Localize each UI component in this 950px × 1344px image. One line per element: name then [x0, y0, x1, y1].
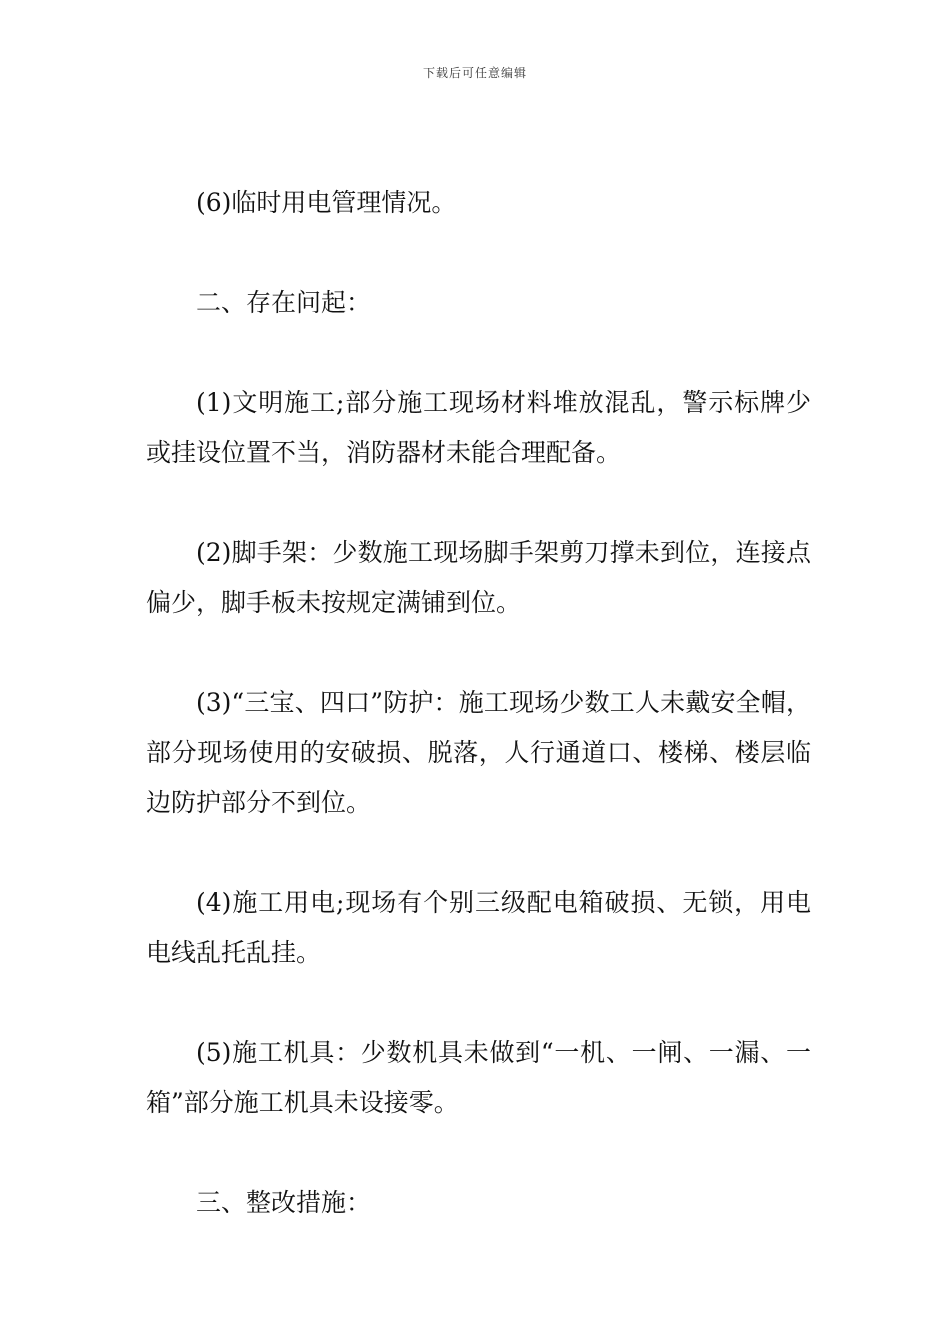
paragraph-problem-3-protection: (3)“三宝、四口”防护：施工现场少数工人未戴安全帽，部分现场使用的安破损、脱落，人行通道口、楼梯、楼层临边防护部分不到位。 [146, 688, 811, 817]
page-header: 下载后可任意编辑 [422, 66, 527, 80]
paragraph-problem-1-civilized-construction: (1)文明施工;部分施工现场材料堆放混乱，警示标牌少或挂设位置不当，消防器材未能合理配备。 [146, 388, 811, 467]
paragraph-problem-5-machinery: (5)施工机具：少数机具未做到“一机、一闸、一漏、一箱”部分施工机具未设接零。 [146, 1038, 811, 1117]
document-body [146, 178, 811, 1278]
paragraph-problem-4-electricity: (4)施工用电;现场有个别三级配电箱破损、无锁，用电电线乱托乱挂。 [146, 888, 811, 967]
paragraph-item-6-temporary-power: (6)临时用电管理情况。 [196, 188, 457, 217]
section-heading-rectification-measures: 三、整改措施： [196, 1188, 372, 1217]
paragraph-problem-2-scaffolding: (2)脚手架：少数施工现场脚手架剪刀撑未到位，连接点偏少，脚手板未按规定满铺到位。 [146, 538, 811, 617]
section-heading-existing-problems: 二、存在问起： [196, 288, 372, 317]
